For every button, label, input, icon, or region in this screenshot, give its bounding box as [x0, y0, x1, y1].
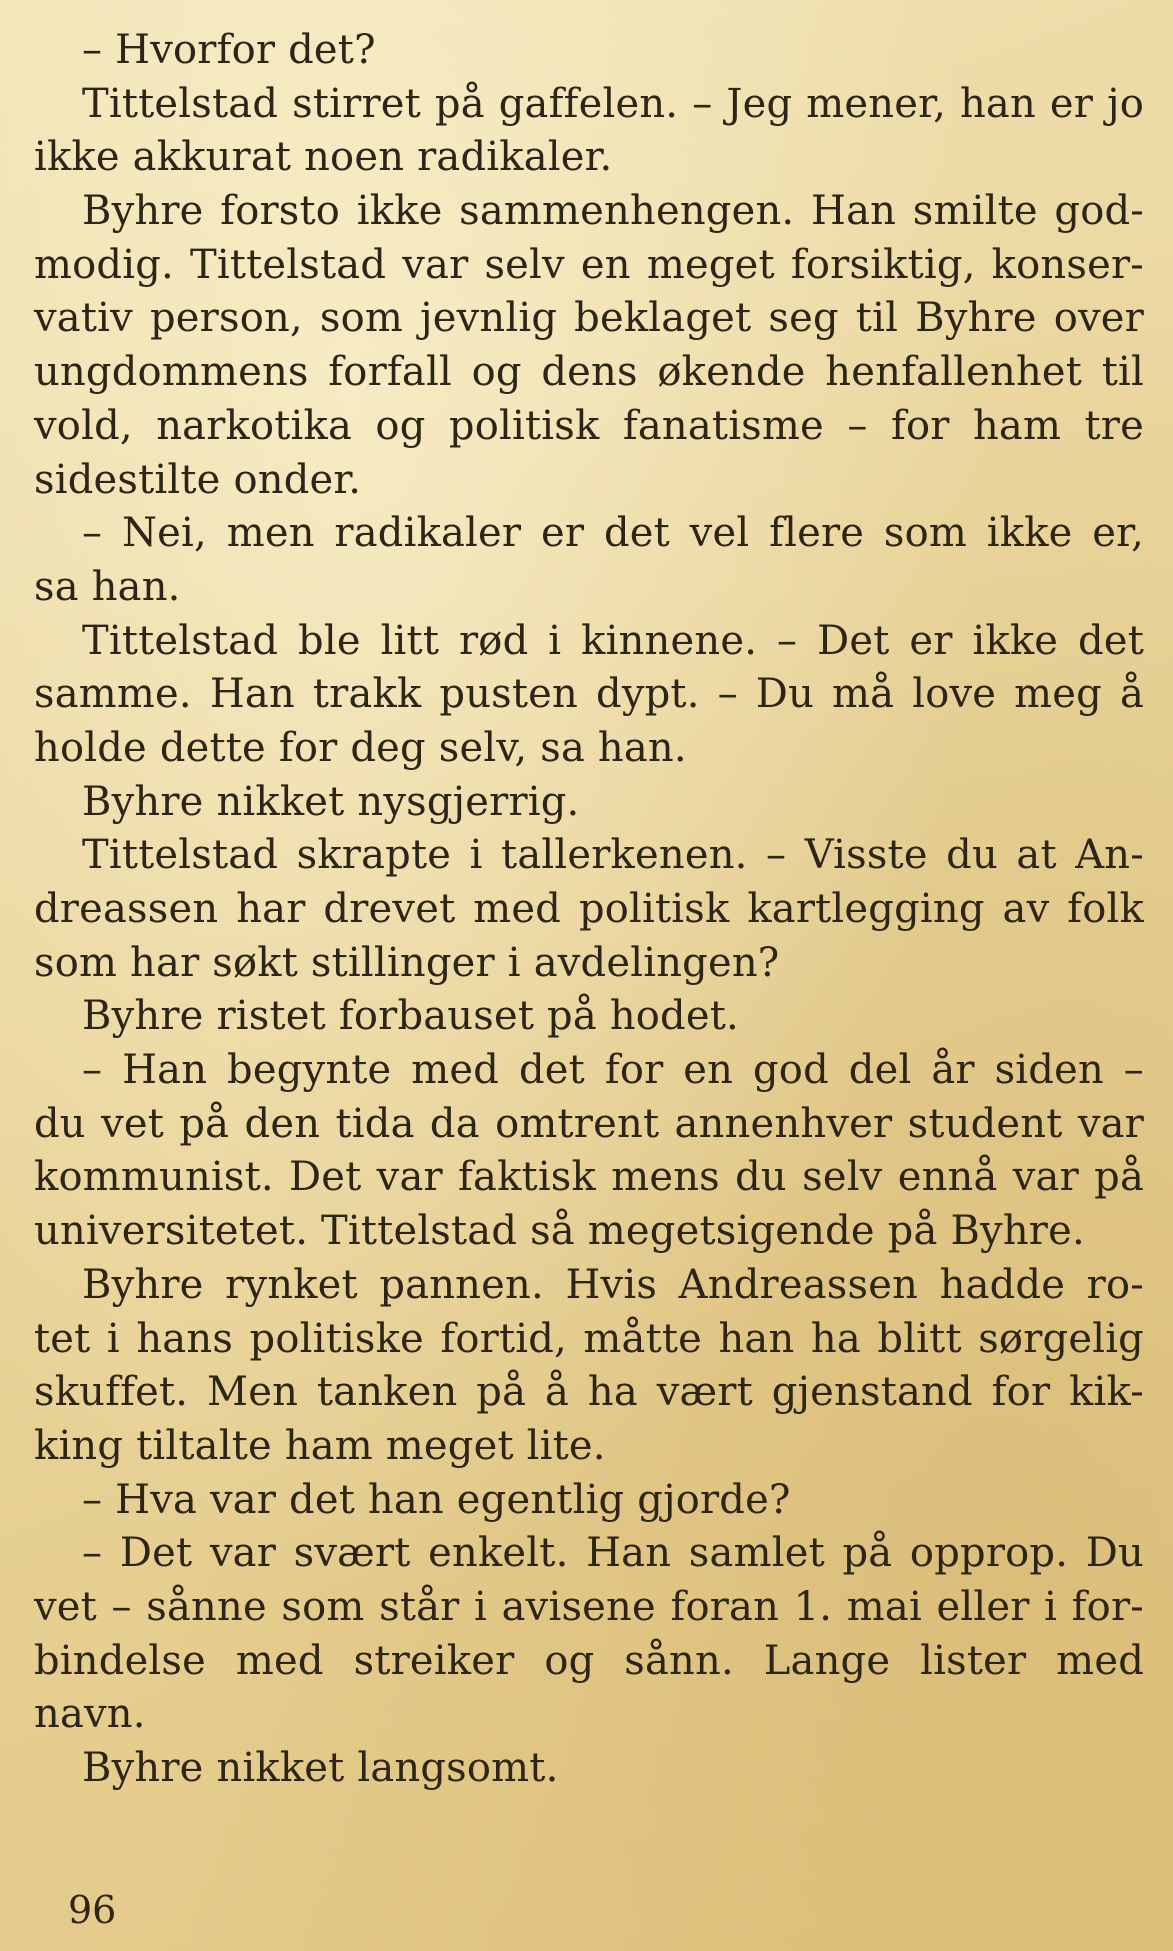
text-line: Tittelstad skrapte i tallerkenen. – Visste du at An- — [82, 832, 1144, 879]
text-line: vet – sånne som står i avisene foran 1. mai eller i for- — [34, 1583, 1144, 1630]
text-line: holde dette for deg selv, sa han. — [34, 724, 687, 771]
text-line: tet i hans politiske fortid, måtte han ha blitt sørgelig — [34, 1315, 1144, 1362]
text-line: universitetet. Tittelstad så megetsigende på Byhre. — [34, 1208, 1085, 1255]
text-line: bindelse med streiker og sånn. Lange lister med — [34, 1637, 1144, 1684]
text-line: sa han. — [34, 563, 181, 610]
text-line: Tittelstad ble litt rød i kinnene. – Det er ikke det — [82, 617, 1144, 664]
text-line: som har søkt stillinger i avdelingen? — [34, 939, 780, 986]
text-line: – Det var svært enkelt. Han samlet på opprop. Du — [82, 1530, 1144, 1577]
text-line: – Hva var det han egentlig gjorde? — [82, 1476, 791, 1523]
text-line: Tittelstad stirret på gaffelen. – Jeg mener, han er jo — [82, 80, 1144, 127]
text-line: ungdommens forfall og dens økende henfallenhet til — [34, 349, 1144, 396]
text-line: – Nei, men radikaler er det vel flere som ikke er, — [82, 510, 1144, 557]
text-line: Byhre nikket langsomt. — [82, 1745, 559, 1791]
text-line: ikke akkurat noen radikaler. — [34, 134, 613, 181]
text-line: samme. Han trakk pusten dypt. – Du må love meg å — [34, 671, 1144, 718]
text-line: modig. Tittelstad var selv en meget forsiktig, konser- — [34, 241, 1144, 288]
text-line: du vet på den tida da omtrent annenhver student var — [34, 1100, 1144, 1147]
text-line: sidestilte onder. — [34, 456, 362, 503]
text-line: vativ person, som jevnlig beklaget seg til Byhre over — [34, 295, 1144, 342]
text-line: – Hvorfor det? — [82, 27, 376, 73]
text-line: Byhre rynket pannen. Hvis Andreassen hadde ro- — [82, 1261, 1144, 1308]
text-line: navn. — [34, 1691, 146, 1738]
text-line: Byhre forsto ikke sammenhengen. Han smilte god- — [82, 188, 1144, 235]
text-line: Byhre ristet forbauset på hodet. — [82, 993, 739, 1040]
text-line: dreassen har drevet med politisk kartlegging av folk — [34, 886, 1144, 932]
text-line: king tiltalte ham meget lite. — [34, 1422, 606, 1469]
body-text — [34, 24, 1144, 1796]
text-line: skuffet. Men tanken på å ha vært gjenstand for kik- — [34, 1369, 1144, 1416]
text-line: – Han begynte med det for en god del år siden – — [82, 1047, 1144, 1094]
page-number: 96 — [68, 1888, 117, 1932]
text-line: Byhre nikket nysgjerrig. — [82, 778, 580, 825]
text-line: vold, narkotika og politisk fanatisme – for ham tre — [34, 402, 1144, 449]
text-line: kommunist. Det var faktisk mens du selv ennå var på — [34, 1154, 1144, 1201]
